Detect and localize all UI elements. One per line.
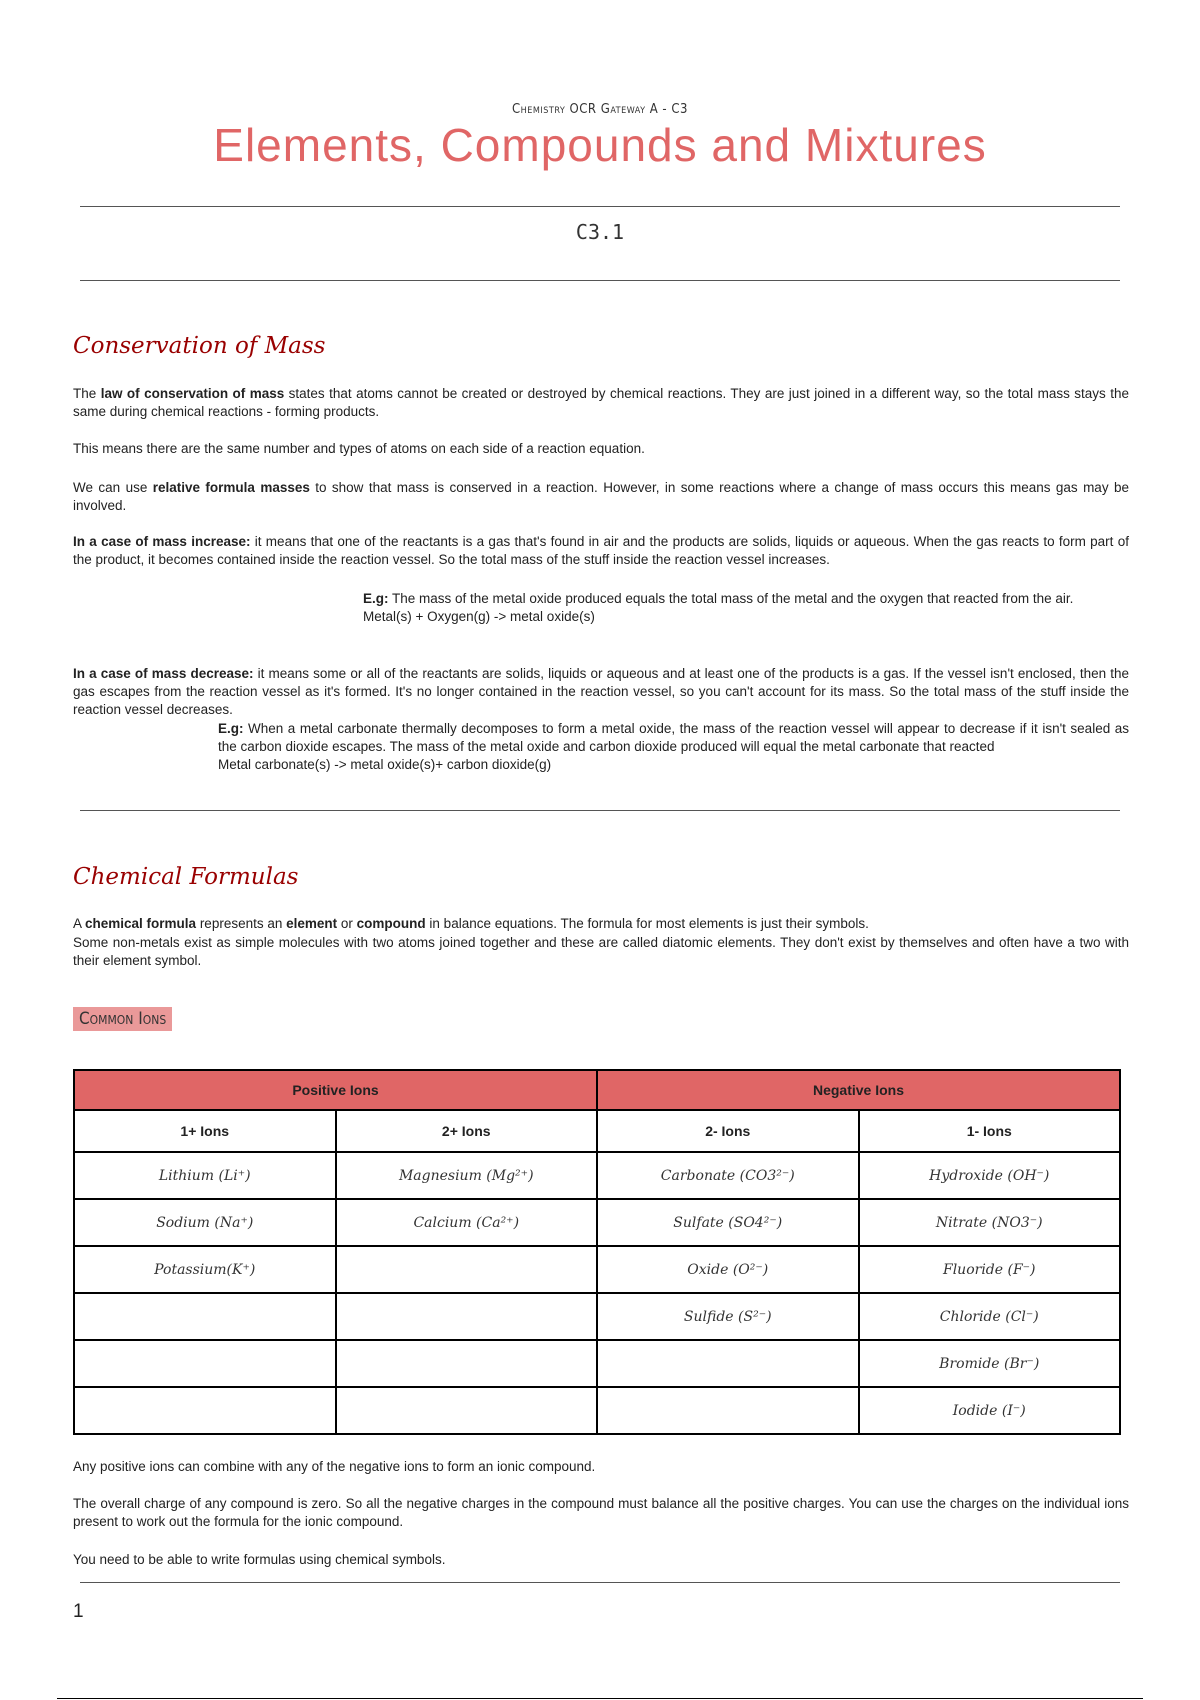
subject-label: Chemistry OCR Gateway A - C3 <box>512 102 688 117</box>
page-bottom-border <box>57 1698 1143 1699</box>
table-cell: Fluoride (F⁻) <box>859 1246 1121 1293</box>
table-cell: Calcium (Ca²⁺) <box>336 1199 598 1246</box>
table-cell: Potassium(K⁺) <box>74 1246 336 1293</box>
page-number: 1 <box>73 1601 84 1622</box>
conservation-paragraph-3: We can use relative formula masses to show that mass is conserved in a reaction. However, in some reactions where a change of mass occurs this means gas may be involved. <box>73 480 1129 513</box>
table-row <box>74 1293 1120 1340</box>
common-ions-subheading: Common Ions <box>73 1007 172 1031</box>
table-cell: Hydroxide (OH⁻) <box>859 1152 1121 1199</box>
table-row <box>74 1387 1120 1434</box>
table-cell: Sulfide (S²⁻) <box>597 1293 859 1340</box>
ionic-compound-paragraph: Any positive ions can combine with any of the negative ions to form an ionic compound. <box>73 1459 596 1474</box>
section-code: C3.1 <box>575 220 625 244</box>
mass-decrease-paragraph: In a case of mass decrease: it means some or all of the reactants are solids, liquids or aqueous and at least one of the products is a gas. If the vessel isn't enclosed, then the gas escapes from the reaction vessel as it's formed. It's no longer contained in the reaction vessel, so you can't account for its mass. So the total mass of the stuff inside the reaction vessel decreases. <box>73 666 1129 717</box>
table-cell: Lithium (Li⁺) <box>74 1152 336 1199</box>
column-header: 1+ Ions <box>74 1110 336 1152</box>
table-cell <box>597 1340 859 1387</box>
formulas-heading: Chemical Formulas <box>73 864 299 890</box>
mass-decrease-equation: Metal carbonate(s) -> metal oxide(s)+ carbon dioxide(g) <box>218 757 552 772</box>
column-header: 2- Ions <box>597 1110 859 1152</box>
column-header: 1- Ions <box>859 1110 1121 1152</box>
table-cell: Sulfate (SO4²⁻) <box>597 1199 859 1246</box>
ions-table <box>73 1069 1121 1435</box>
table-cell <box>336 1293 598 1340</box>
divider <box>80 1582 1120 1583</box>
formulas-paragraph-1: A chemical formula represents an element or compound in balance equations. The formula for most elements is just their symbols. <box>73 916 869 931</box>
formula-writing-paragraph: You need to be able to write formulas using chemical symbols. <box>73 1552 446 1567</box>
table-cell <box>74 1340 336 1387</box>
conservation-heading: Conservation of Mass <box>73 333 326 359</box>
table-group-header-row <box>74 1070 1120 1110</box>
table-cell <box>336 1387 598 1434</box>
formulas-paragraph-2: Some non-metals exist as simple molecules with two atoms joined together and these are called diatomic elements. They don't exist by themselves and often have a two with their element symbol. <box>73 935 1129 968</box>
table-cell <box>336 1246 598 1293</box>
charge-balance-paragraph: The overall charge of any compound is zero. So all the negative charges in the compound must balance all the positive charges. You can use the charges on the individual ions present to work out the formula for the ionic compound. <box>73 1496 1129 1529</box>
table-cell <box>336 1340 598 1387</box>
table-cell: Sodium (Na⁺) <box>74 1199 336 1246</box>
table-row <box>74 1246 1120 1293</box>
mass-increase-example: E.g: The mass of the metal oxide produced equals the total mass of the metal and the oxygen that reacted from the air. Metal(s) + Oxygen(g) -> metal oxide(s) <box>363 590 1129 626</box>
table-cell: Nitrate (NO3⁻) <box>859 1199 1121 1246</box>
positive-ions-header: Positive Ions <box>74 1070 597 1110</box>
table-cell <box>74 1293 336 1340</box>
table-row <box>74 1199 1120 1246</box>
column-header: 2+ Ions <box>336 1110 598 1152</box>
table-cell: Iodide (I⁻) <box>859 1387 1121 1434</box>
table-cell: Oxide (O²⁻) <box>597 1246 859 1293</box>
conservation-paragraph-1: The law of conservation of mass states that atoms cannot be created or destroyed by chemical reactions. They are just joined in a different way, so the total mass stays the same during chemical reactions - forming products. <box>73 386 1129 419</box>
table-cell <box>597 1387 859 1434</box>
table-cell: Carbonate (CO3²⁻) <box>597 1152 859 1199</box>
mass-decrease-example: E.g: When a metal carbonate thermally decomposes to form a metal oxide, the mass of the reaction vessel will appear to decrease if it isn't sealed as the carbon dioxide escapes. The mass of the metal oxide and carbon dioxide produced will equal the metal carbonate that reacted Metal carbonate(s) -> metal oxide(s)+ carbon dioxide(g) <box>218 721 1129 772</box>
table-row <box>74 1340 1120 1387</box>
divider <box>80 810 1120 811</box>
table-cell: Magnesium (Mg²⁺) <box>336 1152 598 1199</box>
table-cell <box>74 1387 336 1434</box>
table-column-header-row <box>74 1110 1120 1152</box>
divider <box>80 206 1120 207</box>
table-cell: Bromide (Br⁻) <box>859 1340 1121 1387</box>
mass-increase-equation: Metal(s) + Oxygen(g) -> metal oxide(s) <box>363 609 595 624</box>
conservation-paragraph-2: This means there are the same number and types of atoms on each side of a reaction equation. <box>73 441 645 456</box>
page-title: Elements, Compounds and Mixtures <box>213 119 987 171</box>
mass-increase-paragraph: In a case of mass increase: it means that one of the reactants is a gas that's found in air and the products are solids, liquids or aqueous. When the gas reacts to form part of the product, it becomes contained inside the reaction vessel. So the total mass of the stuff inside the reaction vessel increases. <box>73 534 1129 567</box>
negative-ions-header: Negative Ions <box>597 1070 1120 1110</box>
divider <box>80 280 1120 281</box>
table-row <box>74 1152 1120 1199</box>
table-cell: Chloride (Cl⁻) <box>859 1293 1121 1340</box>
